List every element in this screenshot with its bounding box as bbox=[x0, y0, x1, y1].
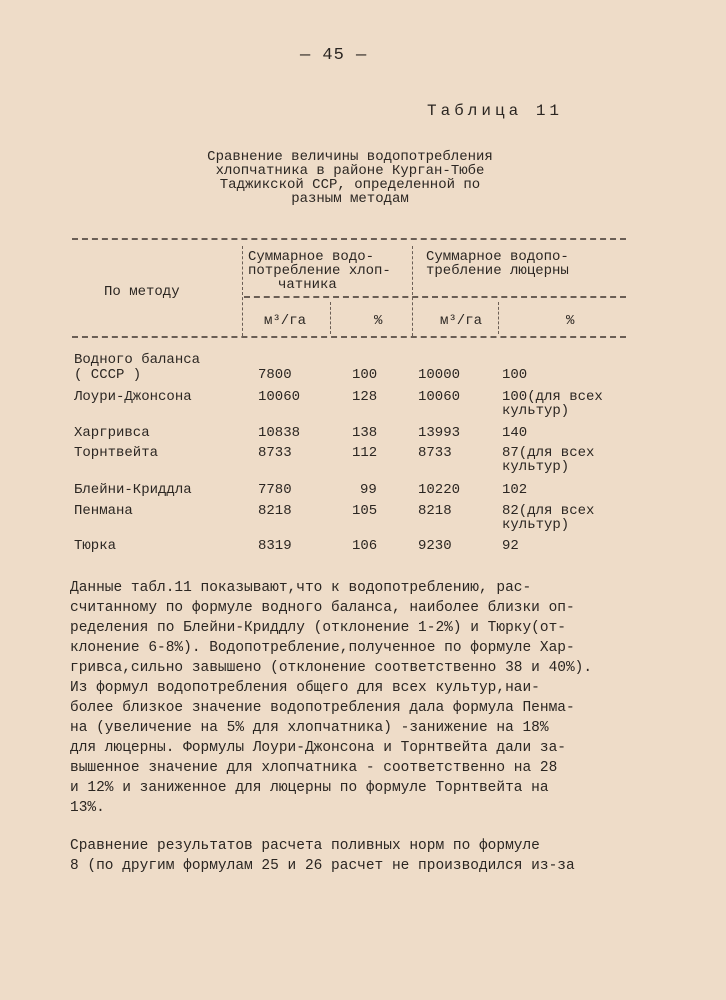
row-alfalfa-m3: 10220 bbox=[418, 482, 461, 498]
row-note: культур) bbox=[502, 403, 570, 419]
row-alfalfa-m3: 9230 bbox=[418, 538, 452, 554]
row-alfalfa-m3: 13993 bbox=[418, 425, 461, 441]
table-row bbox=[0, 445, 726, 463]
row-alfalfa-pct: 100(для всех bbox=[502, 389, 603, 405]
row-note: культур) bbox=[502, 459, 570, 475]
table-row bbox=[0, 482, 726, 500]
text-line: 8 (по другим формулам 25 и 26 расчет не производился из-за bbox=[70, 858, 575, 874]
header-cotton bbox=[248, 250, 391, 292]
table-caption bbox=[150, 150, 550, 206]
row-method: Водного баланса bbox=[74, 352, 201, 368]
text-line: Сравнение результатов расчета поливных норм по формуле bbox=[70, 838, 540, 854]
row-method: ( СССР ) bbox=[74, 367, 142, 383]
row-alfalfa-m3: 10000 bbox=[418, 367, 461, 383]
row-method: Торнтвейта bbox=[74, 445, 159, 461]
header-cotton-unit-m3: м³/га bbox=[264, 313, 307, 329]
text-line: считанному по формуле водного баланса, наиболее близки оп- bbox=[70, 600, 575, 616]
text-line: и 12% и заниженное для люцерны по формуле Торнтвейта на bbox=[70, 780, 549, 796]
text-line: гривса,сильно завышено (отклонение соответственно 38 и 40%). bbox=[70, 660, 593, 676]
caption-line: Таджикской ССР, определенной по bbox=[219, 177, 481, 193]
header-bottom-rule bbox=[72, 336, 626, 338]
header-cotton-line: Суммарное водо- bbox=[248, 249, 375, 265]
column-divider bbox=[498, 302, 499, 334]
table-label: Таблица 11 bbox=[427, 102, 564, 120]
text-line: на (увеличение на 5% для хлопчатника) -занижение на 18% bbox=[70, 720, 549, 736]
row-method: Пенмана bbox=[74, 503, 133, 519]
row-alfalfa-m3: 8733 bbox=[418, 445, 452, 461]
text-line: клонение 6-8%). Водопотребление,полученное по формуле Хар- bbox=[70, 640, 575, 656]
row-alfalfa-pct: 100 bbox=[502, 367, 528, 383]
header-alfalfa-unit-pct: % bbox=[566, 313, 575, 329]
row-cotton-pct: 112 bbox=[352, 445, 378, 461]
row-alfalfa-pct: 87(для всех bbox=[502, 445, 595, 461]
row-cotton-m3: 10838 bbox=[258, 425, 301, 441]
header-alfalfa-line: Суммарное водопо- bbox=[426, 249, 569, 265]
text-line: более близкое значение водопотребления дала формула Пенма- bbox=[70, 700, 575, 716]
text-line: для люцерны. Формулы Лоури-Джонсона и Торнтвейта дали за- bbox=[70, 740, 566, 756]
text-line: вышенное значение для хлопчатника - соответственно на 28 bbox=[70, 760, 558, 776]
row-method: Блейни-Криддла bbox=[74, 482, 192, 498]
header-cotton-line: чатника bbox=[278, 277, 337, 293]
column-divider bbox=[330, 302, 331, 334]
subheader-rule bbox=[244, 296, 626, 298]
table-row bbox=[0, 538, 726, 556]
column-divider bbox=[242, 246, 243, 336]
row-cotton-m3: 8218 bbox=[258, 503, 292, 519]
caption-line: хлопчатника в районе Курган-Тюбе bbox=[215, 163, 485, 179]
table-row bbox=[0, 367, 726, 385]
header-alfalfa-unit-m3: м³/га bbox=[440, 313, 483, 329]
row-cotton-m3: 8319 bbox=[258, 538, 292, 554]
row-cotton-m3: 7800 bbox=[258, 367, 292, 383]
row-method: Лоури-Джонсона bbox=[74, 389, 192, 405]
row-alfalfa-pct: 102 bbox=[502, 482, 528, 498]
header-alfalfa-line: требление люцерны bbox=[426, 263, 569, 279]
caption-line: Сравнение величины водопотребления bbox=[207, 149, 493, 165]
paragraph-1 bbox=[70, 578, 630, 818]
text-line: Данные табл.11 показывают,что к водопотреблению, рас- bbox=[70, 580, 532, 596]
row-cotton-pct: 99 bbox=[360, 482, 377, 498]
row-alfalfa-m3: 8218 bbox=[418, 503, 452, 519]
row-alfalfa-m3: 10060 bbox=[418, 389, 461, 405]
table-top-rule bbox=[72, 238, 626, 240]
table-row bbox=[0, 503, 726, 521]
row-cotton-pct: 128 bbox=[352, 389, 378, 405]
text-line: 13%. bbox=[70, 800, 105, 816]
row-alfalfa-pct: 140 bbox=[502, 425, 528, 441]
row-method: Тюрка bbox=[74, 538, 117, 554]
header-cotton-line: потребление хлоп- bbox=[248, 263, 391, 279]
row-alfalfa-pct: 92 bbox=[502, 538, 519, 554]
column-divider bbox=[412, 246, 413, 336]
text-line: Из формул водопотребления общего для всех культур,наи- bbox=[70, 680, 540, 696]
row-cotton-m3: 10060 bbox=[258, 389, 301, 405]
page-number: — 45 — bbox=[300, 46, 368, 65]
row-cotton-m3: 8733 bbox=[258, 445, 292, 461]
row-cotton-m3: 7780 bbox=[258, 482, 292, 498]
caption-line: разным методам bbox=[291, 191, 409, 207]
row-cotton-pct: 100 bbox=[352, 367, 378, 383]
row-cotton-pct: 138 bbox=[352, 425, 378, 441]
header-cotton-unit-pct: % bbox=[374, 313, 383, 329]
row-note: культур) bbox=[502, 517, 570, 533]
row-alfalfa-pct: 82(для всех bbox=[502, 503, 595, 519]
text-line: ределения по Блейни-Криддлу (отклонение 1-2%) и Тюрку(от- bbox=[70, 620, 566, 636]
paragraph-2 bbox=[70, 836, 630, 876]
row-cotton-pct: 106 bbox=[352, 538, 378, 554]
row-method: Харгривса bbox=[74, 425, 150, 441]
header-method: По методу bbox=[104, 284, 180, 300]
table-row bbox=[0, 389, 726, 407]
row-cotton-pct: 105 bbox=[352, 503, 378, 519]
header-alfalfa bbox=[426, 250, 569, 278]
table-row bbox=[0, 425, 726, 443]
